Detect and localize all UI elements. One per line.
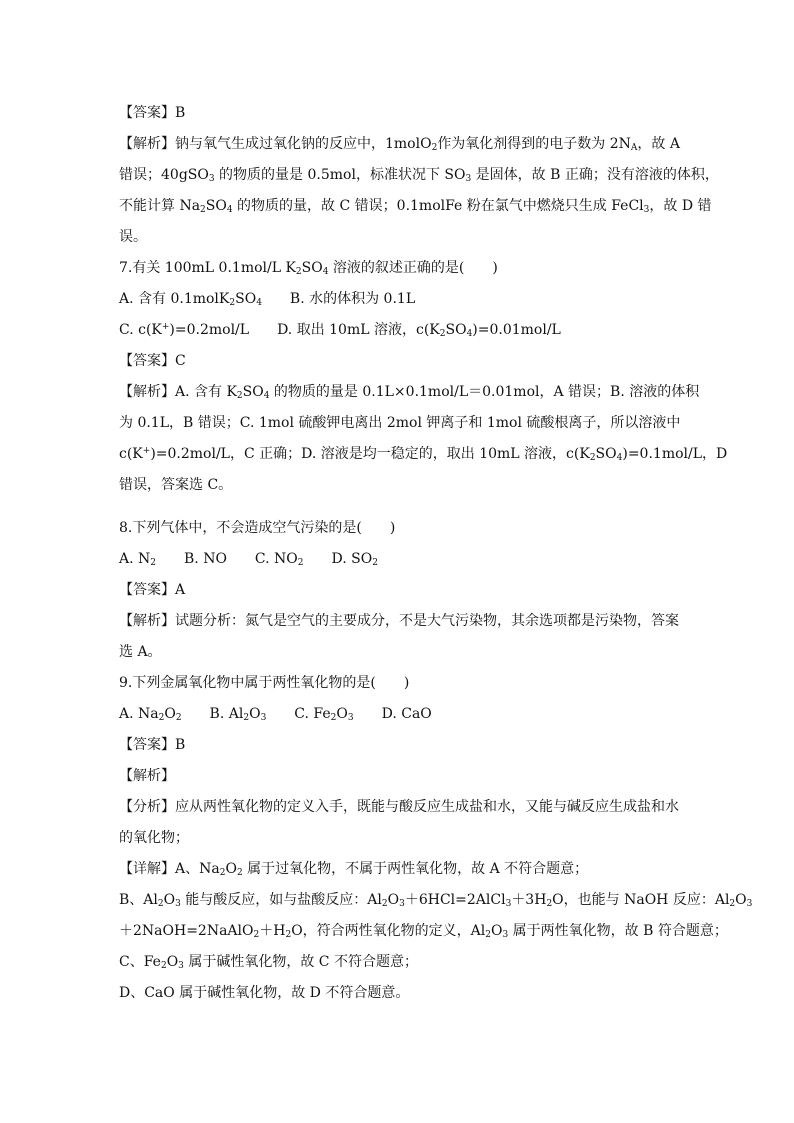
text-line: 为 0.1L，B 错误；C. 1mol 硫酸钾电离出 2mol 钾离子和 1mol 硫酸根离子，所以溶液中 <box>119 415 681 431</box>
text-line: B、$Al_2O_3$ 能与酸反应，如与盐酸反应：$Al_2O_3+6HCl=2AlCl_3+3H_2O$，也能与 NaOH 反应：$Al_2O_3$ <box>119 892 753 909</box>
text-line: A. $N_2$ B. NO C. $NO_2$ D. $SO_2$ <box>119 551 378 568</box>
text-line: 8.下列气体中，不会造成空气污染的是( ) <box>119 520 396 536</box>
text-line: $+2NaOH=2NaAlO_2+H_2O$，符合两性氧化物的定义，$Al_2O_3$ 属于两性氧化物，故 B 符合题意； <box>119 923 728 940</box>
text-line: 【解析】A. 含有 $K_2SO_4$ 的物质的量是 0.1L×0.1mol/L＝0.01mol，A 错误；B. 溶液的体积 <box>119 384 700 401</box>
text-line: C、$Fe_2O_3$ 属于碱性氧化物，故 C 不符合题意； <box>119 954 418 971</box>
text-line: 9.下列金属氧化物中属于两性氧化物的是( ) <box>119 675 410 691</box>
text-line: 【详解】A、$Na_2O_2$ 属于过氧化物，不属于两性氧化物，故 A 不符合题意； <box>119 861 589 878</box>
text-line: D、CaO 属于碱性氧化物，故 D 不符合题意。 <box>119 985 410 1001</box>
text-line: 【解析】钠与氧气生成过氧化钠的反应中，1molO$_2$作为氧化剂得到的电子数为 $2N_A$，故 A <box>119 136 680 153</box>
text-line: 的氧化物； <box>119 830 189 846</box>
text-line: 【答案】A <box>119 582 186 598</box>
document-page <box>119 98 753 1009</box>
text-line: 不能计算 $Na_2SO_4$ 的物质的量，故 C 错误；0.1molFe 粉在氯气中燃烧只生成 FeCl$_3$，故 D 错 <box>119 198 712 215</box>
text-line: 误。 <box>119 229 147 245</box>
text-line: 【解析】试题分析：氮气是空气的主要成分，不是大气污染物，其余选项都是污染物，答案 <box>119 613 679 629</box>
text-line: 【答案】C <box>119 353 186 369</box>
text-line: c(K+)=0.2mol/L，C 正确；D. 溶液是均一稳定的，取出 10mL 溶液，$c(K_2SO_4)=0.1mol/L$，D <box>119 446 728 463</box>
text-line: C. c(K+)=0.2mol/L D. 取出 10mL 溶液，$c(K_2SO_4)=0.01mol/L$ <box>119 322 561 339</box>
text-line: 【分析】应从两性氧化物的定义入手，既能与酸反应生成盐和水，又能与碱反应生成盐和水 <box>119 799 679 815</box>
text-line: 【解析】 <box>119 768 175 784</box>
text-line: 【答案】B <box>119 737 186 753</box>
text-line: 【答案】B <box>119 105 186 121</box>
paragraph-gap <box>119 501 679 513</box>
text-line: 7.有关 100mL 0.1mol/L $K_2SO_4$ 溶液的叙述正确的是( ) <box>119 260 498 277</box>
text-line: 错误，答案选 C。 <box>119 477 233 493</box>
text-line: A. 含有 $0.1molK_2SO_4$ B. 水的体积为 0.1L <box>119 291 416 308</box>
text-line: 错误；40gSO$_3$ 的物质的量是 0.5mol，标准状况下 $SO_3$ 是固体，故 B 正确；没有溶液的体积， <box>119 167 719 184</box>
text-line: 选 A。 <box>119 644 162 660</box>
text-line: A. $Na_2O_2$ B. $Al_2O_3$ C. $Fe_2O_3$ D. CaO <box>119 706 432 723</box>
